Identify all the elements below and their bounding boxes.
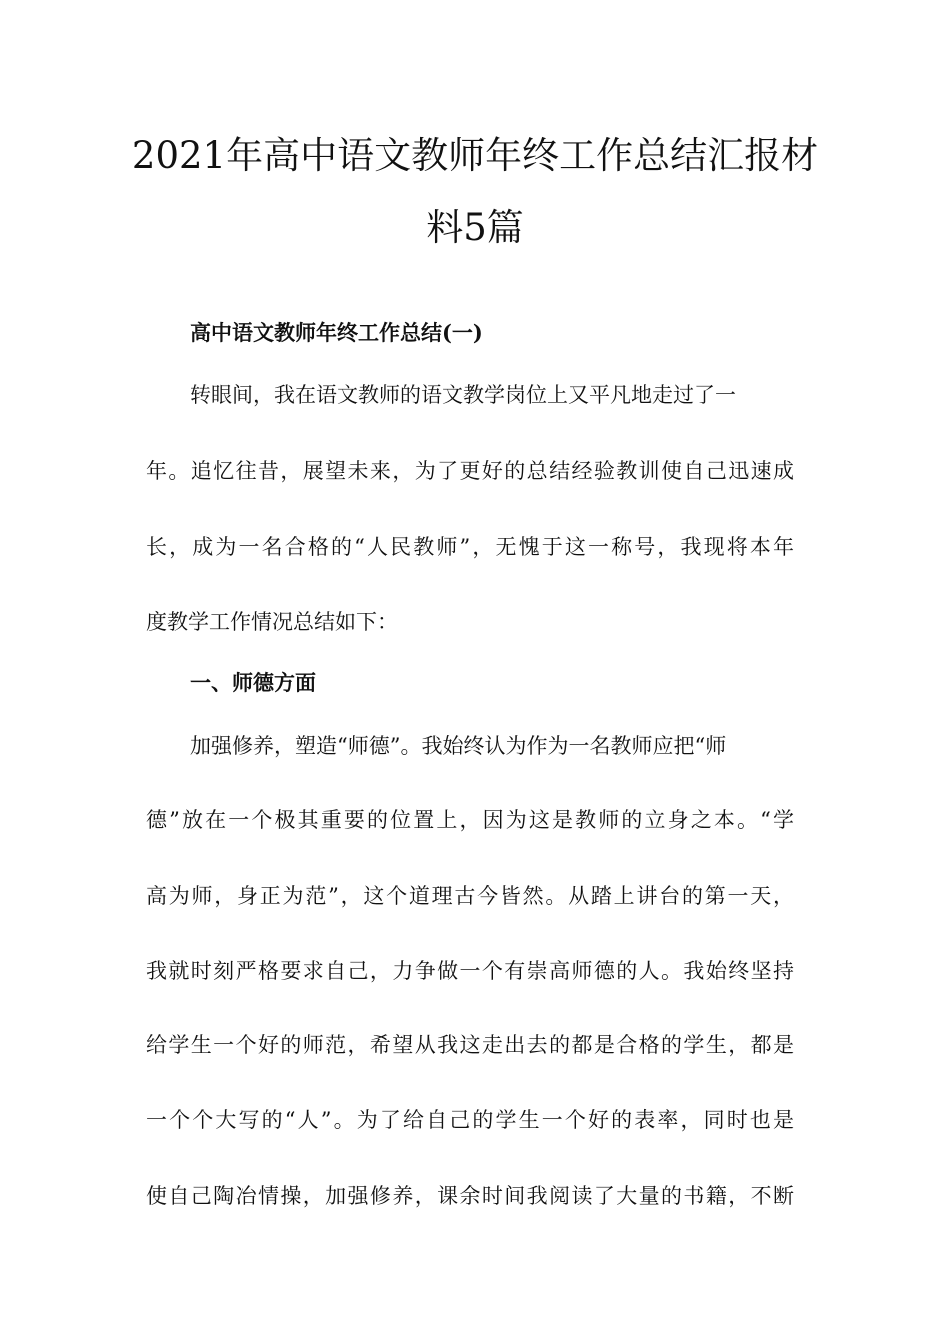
body-line-7: 使自己陶冶情操，加强修养，课余时间我阅读了大量的书籍，不断: [146, 1184, 794, 1208]
document-title-line-2: 料5篇: [426, 206, 524, 249]
body-line-6: 一个个大写的“人”。为了给自己的学生一个好的表率，同时也是: [146, 1108, 794, 1132]
intro-line-3: 长，成为一名合格的“人民教师”，无愧于这一称号，我现将本年: [146, 535, 794, 559]
intro-line-1: 转眼间，我在语文教师的语文教学岗位上又平凡地走过了一: [190, 383, 736, 407]
intro-line-2: 年。追忆往昔，展望未来，为了更好的总结经验教训使自己迅速成: [146, 459, 794, 483]
body-line-3: 高为师，身正为范”，这个道理古今皆然。从踏上讲台的第一天，: [146, 884, 794, 908]
document-title-line-1: 2021年高中语文教师年终工作总结汇报材: [131, 134, 819, 177]
body-line-5: 给学生一个好的师范，希望从我这走出去的都是合格的学生，都是: [146, 1033, 794, 1057]
intro-line-4: 度教学工作情况总结如下：: [146, 610, 398, 634]
body-line-1: 加强修养，塑造“师德”。我始终认为作为一名教师应把“师: [190, 734, 727, 758]
section-heading: 高中语文教师年终工作总结(一): [190, 320, 483, 345]
body-line-4: 我就时刻严格要求自己，力争做一个有崇高师德的人。我始终坚持: [146, 959, 794, 983]
subheading-ethics: 一、师德方面: [190, 670, 316, 695]
body-line-2: 德”放在一个极其重要的位置上，因为这是教师的立身之本。“学: [146, 808, 794, 832]
